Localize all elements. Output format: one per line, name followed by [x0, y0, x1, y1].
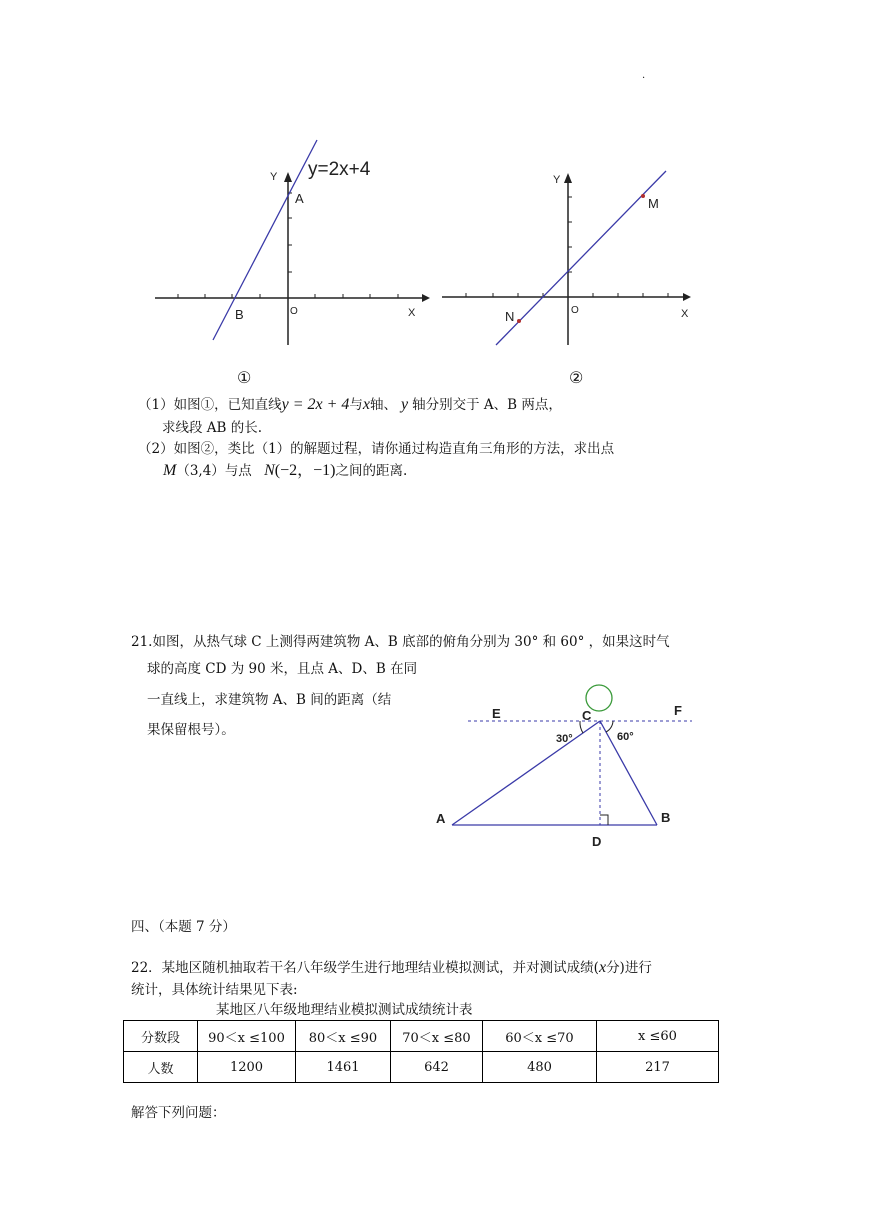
- y-axis-label: Y: [270, 171, 278, 183]
- origin-label: O: [290, 306, 298, 317]
- table-cell: 1461: [296, 1052, 391, 1083]
- y-axis-label: Y: [553, 174, 561, 186]
- table-header: 60＜x ≤70: [483, 1021, 597, 1052]
- angle-arc-right: [606, 721, 613, 732]
- point-b-label: B: [235, 307, 244, 322]
- label-c: C: [582, 708, 592, 723]
- q22-line2: 统计，具体统计结果见下表:: [131, 982, 298, 998]
- x-axis-arrow: [683, 293, 691, 301]
- line-label: y=2x+4: [308, 159, 371, 180]
- corner-mark: .: [642, 70, 646, 81]
- point-m-label: M: [648, 196, 659, 211]
- point-n-label: N: [505, 309, 515, 324]
- figure-2-caption: ②: [569, 368, 584, 387]
- label-angle-30: 30°: [556, 733, 573, 745]
- label-f: F: [674, 703, 682, 718]
- table-header: 分数段: [124, 1021, 198, 1052]
- label-angle-60: 60°: [617, 731, 634, 743]
- table-cell: 642: [391, 1052, 483, 1083]
- point-m: [641, 194, 645, 198]
- table-title: 某地区八年级地理结业模拟测试成绩统计表: [216, 1002, 473, 1018]
- q20-part2-line1: （2）如图②，类比（1）的解题过程，请你通过构造直角三角形的方法，求出点: [138, 441, 615, 457]
- label-e: E: [492, 706, 501, 721]
- table-cell: 217: [597, 1052, 719, 1083]
- q21-line2: 球的高度 CD 为 90 米，且点 A、D、B 在同: [147, 661, 418, 677]
- score-table: [123, 1020, 719, 1083]
- point-n: [517, 319, 521, 323]
- x-axis-arrow: [422, 294, 430, 302]
- label-a: A: [436, 811, 446, 826]
- q21-line1: 21.如图，从热气球 C 上测得两建筑物 A、B 底部的俯角分别为 30° 和 60° ，如果这时气: [131, 634, 670, 650]
- label-b: B: [661, 810, 671, 825]
- origin-label: O: [571, 305, 579, 316]
- q22-line1: 22．某地区随机抽取若干名八年级学生进行地理结业模拟测试，并对测试成绩(x分)进行: [131, 959, 652, 976]
- right-angle-mark: [600, 815, 608, 825]
- table-header: 80＜x ≤90: [296, 1021, 391, 1052]
- figure-1-graph: [150, 135, 430, 350]
- figure-2-graph: [438, 165, 700, 350]
- y-axis-arrow: [564, 173, 572, 183]
- table-row-label: 人数: [124, 1052, 198, 1083]
- x-axis-label: X: [681, 308, 689, 320]
- balloon-figure: [430, 678, 705, 853]
- line-y-2x-4: [213, 140, 317, 340]
- q22-answer-prompt: 解答下列问题：: [131, 1105, 226, 1121]
- q20-part1-line1: （1）如图①，已知直线y = 2x + 4与x轴、 y 轴分别交于 A、B 两点，: [138, 396, 562, 413]
- table-header-row: [124, 1021, 719, 1052]
- label-d: D: [592, 834, 602, 849]
- y-axis-arrow: [284, 172, 292, 182]
- table-row: [124, 1052, 719, 1083]
- table-cell: 480: [483, 1052, 597, 1083]
- table-cell: 1200: [198, 1052, 296, 1083]
- x-axis-label: X: [408, 307, 416, 319]
- point-a-label: A: [295, 191, 304, 206]
- table-header: 70＜x ≤80: [391, 1021, 483, 1052]
- q21-line4: 果保留根号）。: [147, 722, 235, 738]
- q20-part2-line2: M（3,4）与点 N(−2，−1)之间的距离.: [163, 462, 408, 479]
- figure-1-caption: ①: [237, 368, 252, 387]
- table-header: x ≤60: [597, 1021, 719, 1052]
- line-ca: [452, 721, 600, 825]
- table-header: 90＜x ≤100: [198, 1021, 296, 1052]
- section-4-heading: 四、（本题 7 分）: [131, 919, 236, 935]
- q20-part1-line2: 求线段 AB 的长.: [162, 420, 263, 436]
- line-mn: [496, 171, 666, 345]
- q21-line3: 一直线上，求建筑物 A、B 间的距离（结: [147, 692, 392, 708]
